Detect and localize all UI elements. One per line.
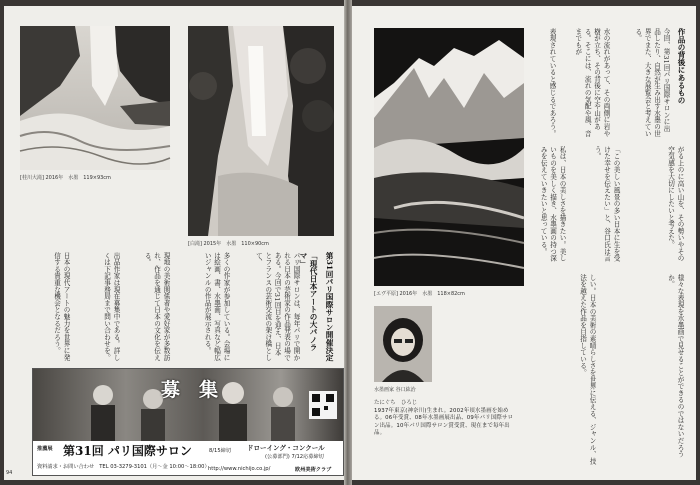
ad-org-label: 推薦展	[37, 446, 53, 452]
ad-contact: 資料請求・お問い合わせ TEL 03-3279-3101（月〜金 10:00〜18:00）	[37, 464, 210, 470]
right-column-5: 「この美しい風景の多い日本に生を受けた幸せを伝えたい」と、谷口氏は言う。	[593, 146, 620, 262]
left-page	[4, 6, 344, 480]
artist-portrait	[374, 306, 432, 382]
ad-website: http://www.nichijo.co.jp/	[208, 466, 271, 472]
page-number: 94	[6, 470, 13, 476]
salon-advertisement	[32, 368, 344, 476]
ad-sub-line: (公募部門) 7/12応募締切	[265, 454, 324, 460]
painting-waterfall-2	[188, 26, 334, 236]
right-section-title: 作品の背後にあるもの	[677, 28, 686, 104]
left-section-title: 第31回パリ国際サロン開催決定	[325, 252, 334, 362]
ad-event-title: 第31回 パリ国際サロン	[63, 444, 192, 458]
artist-bio: 1937年東京(神奈川)生まれ。2002年頃水墨画を始める。06年受賞、08年水墨画展出品、09年パリ国際サロン出品。10年パリ国際サロン賞受賞、現在まで毎年出品。	[374, 408, 514, 437]
caption-art2: [白滝] 2015年 水墨 110×90cm	[188, 241, 269, 247]
bio-name: たにぐち ひろじ	[374, 400, 418, 406]
right-page	[352, 6, 696, 480]
caption-art1: [桂川大滝] 2016年 水墨 119×93cm	[20, 175, 111, 181]
ad-recruit-headline: 募 集	[161, 379, 219, 401]
right-column-8: しい。日本の美術の素晴らしさを世界に伝える、ジャンル、技法を越えた作品を目指している。	[578, 274, 596, 465]
painting-waterfall-1	[20, 26, 170, 170]
left-subtitle: 「現代日本アートの大パノラマ」	[299, 252, 318, 351]
left-column-2: 多くの作家が参加している。会場には絵画、書、水墨画、写真など幅広いジャンルの作品が展示される。	[203, 252, 230, 361]
ad-sub-event: ドローイング・コンクール	[247, 444, 325, 452]
left-column-1: パリ国際サロンは、毎年パリで開かれる日本の芸術家の作品発表の場である。今回で31回目を迎え、日本とフランスの芸術交流の架け橋として、	[254, 252, 300, 361]
right-column-1: 今回、第31回パリ国際サロンに出品したり、自然が生み出す水墨の世界でまた、大きな展覧会と考えている。	[633, 28, 670, 137]
painting-mountain	[374, 28, 524, 286]
right-column-2: 水の流れがあって、その両側に岩や樹が立ち、その背後に空や山がある。そこには、流れの気配や風、音までもが	[573, 28, 610, 137]
left-column-3: 現地の美術関係者や愛好家が多数訪れ、作品を通じて日本の文化を伝える。	[143, 252, 170, 361]
ad-deadline: 8/15締切	[209, 448, 232, 454]
book-gutter	[344, 0, 352, 485]
left-column-5: 日本の現代アートの魅力を世界に発信する貴重な機会となるだろう。	[52, 252, 70, 361]
right-column-3: 表現されていると感じるであろう。	[548, 28, 556, 137]
right-column-4: がる上のに高い山を、その勢いやその空気感を大切にしたいと考えた。	[666, 146, 684, 262]
caption-art3: [エヴ平原] 2016年 水墨 118×82cm	[374, 291, 465, 297]
right-column-7: 様々な表現を水墨画で見せることができるのではないだろうか。	[666, 274, 684, 458]
left-column-4: 出品作家は現在募集中である。詳しくは下記事務局まで問い合わせを。	[102, 252, 120, 361]
right-column-6: 私は、日本の美しさを描きたい。美しいものを美しく描き、水墨画の持つ深みを伝えていきたいと思っている。	[539, 146, 566, 262]
caption-portrait: 水墨画家 谷口紘治	[374, 387, 416, 393]
ad-org-name: 欧州美術クラブ	[295, 467, 332, 473]
